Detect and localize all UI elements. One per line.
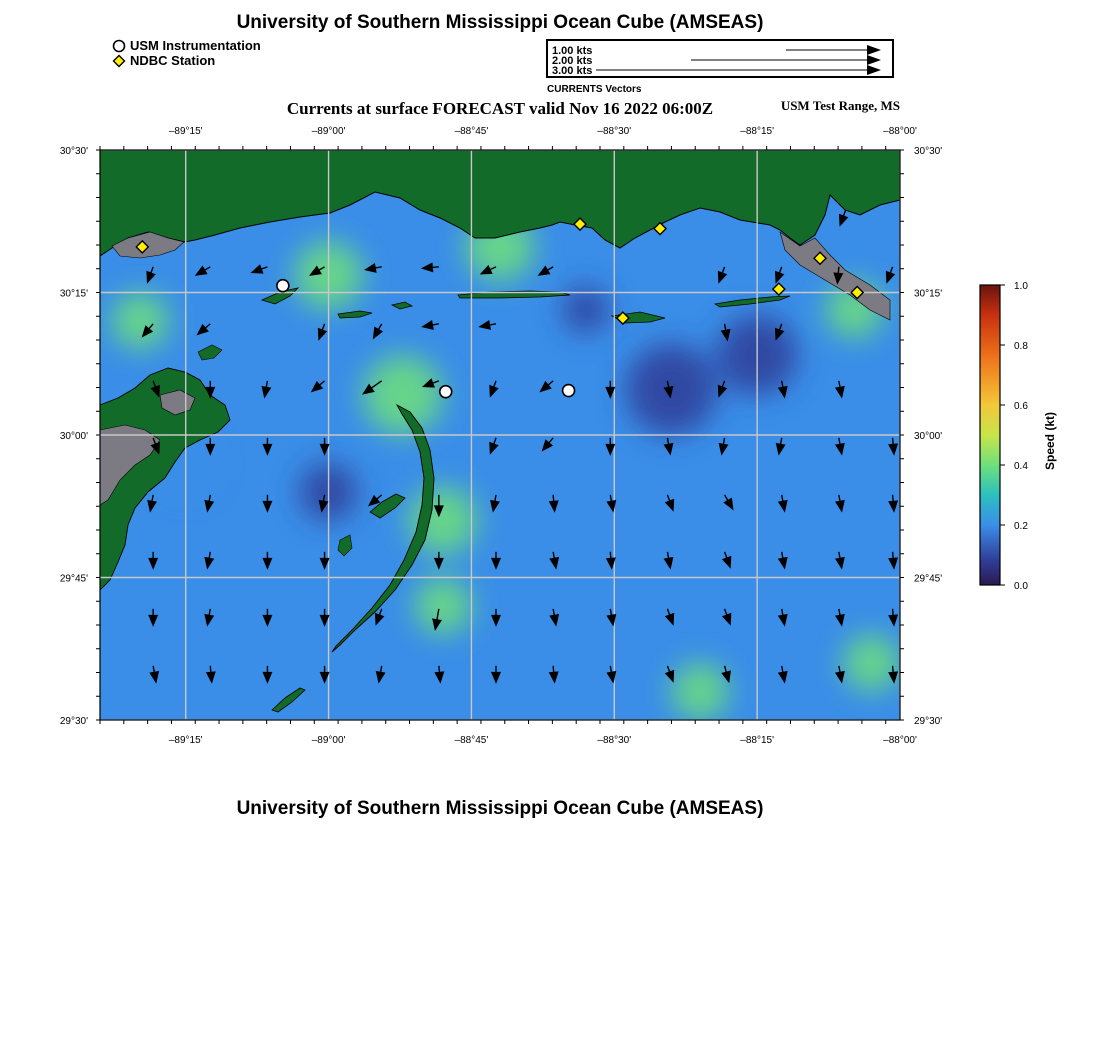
lat-tick-label-left: 29°45' (59, 573, 88, 585)
colorbar-tick-label: 0.8 (1014, 341, 1028, 352)
lat-tick-label-right: 29°30' (914, 716, 943, 727)
vector-scale-caption: CURRENTS Vectors (547, 84, 642, 95)
page-title: University of Southern Mississippi Ocean Cube (AMSEAS) (236, 12, 764, 33)
lon-tick-label-top: –88°00' (883, 126, 917, 137)
lon-tick-label-bottom: –88°00' (883, 735, 917, 746)
lat-tick-label-right: 30°15' (914, 288, 943, 300)
vector-scale-label-3: 3.00 kts (552, 65, 593, 77)
lon-tick-label-top: –89°00' (311, 126, 346, 137)
lon-tick-label-bottom: –88°15' (740, 735, 775, 746)
colorbar (980, 281, 1028, 592)
usm-station-marker (563, 385, 575, 397)
speed-patch (111, 292, 168, 349)
colorbar-ticks (1000, 281, 1028, 592)
lon-tick-label-top: –88°15' (740, 126, 775, 137)
speed-patch (563, 287, 609, 333)
colorbar-tick-label: 1.0 (1014, 281, 1028, 292)
forecast-subtitle: Currents at surface FORECAST valid Nov 16 2022 06:00Z (286, 99, 714, 118)
vector-scale-label-1: 1.00 kts (552, 45, 593, 57)
vector-scale-label-2: 2.00 kts (552, 55, 593, 67)
lat-tick-label-right: 30°00' (914, 431, 943, 442)
usm-station-marker (277, 280, 289, 292)
lon-tick-label-top: –88°45' (454, 126, 489, 137)
lon-tick-label-bottom: –89°15' (168, 735, 203, 746)
colorbar-tick-label: 0.2 (1014, 521, 1028, 532)
speed-patch (843, 634, 900, 691)
speed-patch (414, 577, 471, 634)
speed-patch (671, 663, 728, 720)
colorbar-gradient (980, 285, 1000, 585)
lon-tick-label-top: –89°15' (168, 126, 203, 137)
colorbar-title: Speed (kt) (1043, 411, 1057, 470)
range-name: USM Test Range, MS (780, 98, 900, 113)
lat-tick-label-left: 30°00' (59, 431, 88, 442)
legend-ndbc-label: NDBC Station (130, 53, 216, 68)
colorbar-tick-label: 0.6 (1014, 401, 1028, 412)
legend-usm-label: USM Instrumentation (130, 38, 261, 53)
lat-tick-label-right: 29°45' (914, 573, 943, 585)
map-area (100, 150, 900, 720)
lat-tick-label-right: 30°30' (914, 146, 943, 157)
lat-tick-label-left: 30°15' (59, 288, 88, 300)
lat-tick-label-left: 29°30' (59, 716, 88, 727)
lon-tick-label-bottom: –88°30' (597, 735, 632, 746)
footer-title: University of Southern Mississippi Ocean Cube (AMSEAS) (236, 798, 764, 819)
lon-tick-label-top: –88°30' (597, 126, 632, 137)
lon-tick-label-bottom: –89°00' (311, 735, 346, 746)
usm-station-marker (440, 386, 452, 398)
colorbar-tick-label: 0.0 (1014, 581, 1028, 592)
lat-tick-label-left: 30°30' (59, 146, 88, 157)
speed-patch (363, 355, 443, 435)
colorbar-tick-label: 0.4 (1014, 461, 1028, 472)
lon-tick-label-bottom: –88°45' (454, 735, 489, 746)
